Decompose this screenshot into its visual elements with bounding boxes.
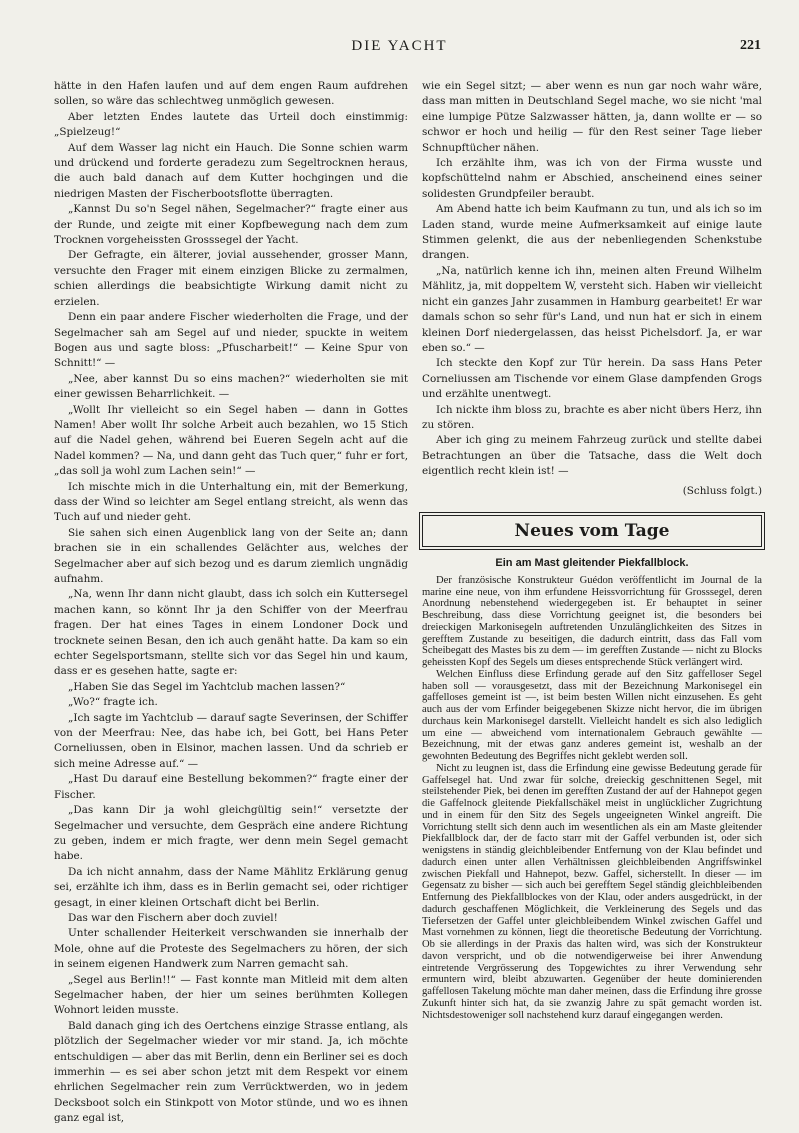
right-column [422,79,762,1021]
paragraph: Der Gefragte, ein älterer, jovial aussehender, grosser Mann, versuchte den Frager mit einem einzigen Blicke zu zermalmen, schien allerdings die beabsichtigte Wirkung damit nicht zu erzielen. [54,249,408,308]
section-heading: Neues vom Tage [514,520,670,541]
paragraph: wie ein Segel sitzt; — aber wenn es nun gar noch wahr wäre, dass man mitten in Deutschland Segel mache, wo sie nicht 'mal eine lumpige Pütze Salzwasser hätten, ja, dann wollte er — so schwor er hoch und heilig — für den Rest seiner Tage lieber Schnupftücher nähen. [422,80,762,154]
page-header [0,38,799,60]
paragraph: Aber letzten Endes lautete das Urteil doch einstimmig: „Spielzeug!“ [54,110,408,139]
paragraph: Bald danach ging ich des Oertchens einzige Strasse entlang, als plötzlich der Segelmacher wieder vor mir stand. Ja, ich möchte entschuldigen — aber das mit Berlin, denn ein Berliner sei es doch immerhin — es sei aber schon jetzt mit dem Respekt vor einem ehrlichen Segelmacher rein zum Verrücktwerden, wo in jedem Decksboot solch ein Stinkpott von Motor stünde, und wo es ihnen ganz egal ist, [54,1019,408,1125]
paragraph: Auf dem Wasser lag nicht ein Hauch. Die Sonne schien warm und drückend und forderte geradezu zum Segeltrocknen heraus, die auch bald danach auf dem Kutter hochgingen und die niedrigen Masten der Fischerbootsflotte überragten. [54,141,408,200]
magazine-title: DIE YACHT [351,38,448,54]
paragraph: Ich mischte mich in die Unterhaltung ein, mit der Bemerkung, dass der Wind so leichter am Segel entlang streicht, als wenn das Tuch auf und nieder geht. [54,480,408,524]
continuation-note: (Schluss folgt.) [682,484,762,497]
paragraph: „Wollt Ihr vielleicht so ein Segel haben — dann in Gottes Namen! Aber wollt Ihr solche Arbeit auch bezahlen, wo 15 Stich auf die Nadel gehen, während bei Eueren Segeln acht auf die Nadel kommen? — Na, und dann geht das Tuch quer,“ fuhr er fort, „das soll ja wohl zum Lachen sein!“ — [54,403,408,478]
article-paragraph: Welchen Einfluss diese Erfindung gerade auf den Sitz gaffelloser Segel haben soll — vorausgesetzt, dass mit der Bezeichnung Markonisegel ein gaffelloses gemeint ist —, ist beim besten Willen nicht einzusehen. Es geht auch aus der vom Erfinder beigegebenen Skizze nicht hervor, die im übrigen durchaus kein Markonisegel darstellt. Vielleicht handelt es sich also lediglich um eine — abweichend vom internationalem Gebrauch gewählte — Bezeichnung, mit der etwas ganz anderes gemeint ist, weshalb an der gewohnten Bedeutung des Begriffes nicht geklebt werden soll. [422,668,762,763]
paragraph: Unter schallender Heiterkeit verschwanden sie innerhalb der Mole, ohne auf die Proteste des Segelmachers zu hören, der sich in seinem eigenen Handwerk zum Narren gemacht sah. [54,927,408,971]
paragraph: „Das kann Dir ja wohl gleichgültig sein!“ versetzte der Segelmacher und versuchte, dem Gespräch eine andere Richtung zu geben, indem er mich fragte, wer denn mein Segel gemacht habe. [54,804,408,863]
paragraph: „Na, wenn Ihr dann nicht glaubt, dass ich solch ein Kuttersegel machen kann, so könnt Ihr ja den Schiffer von der Meerfrau fragen. Der hat eines Tages in einem Londoner Dock und trocknete seinen Besan, den ich auch genäht hatte. Da kam so ein echter Segelsportsmann, stellte sich vor das Segel hin und kaum, dass er es gesehen hatte, sagte er: [54,588,408,678]
page-number: 221 [740,38,761,53]
paragraph: „Kannst Du so'n Segel nähen, Segelmacher?“ fragte einer aus der Runde, und zeigte mit einer Kopfbewegung nach dem zum Trocknen vorgeheissten Grosssegel der Yacht. [54,203,408,247]
paragraph: „Wo?“ fragte ich. [68,696,158,709]
paragraph: Denn ein paar andere Fischer wiederholten die Frage, und der Segelmacher sah am Segel auf und nieder, spuckte in weitem Bogen aus und sagte bloss: „Pfuscharbeit!“ — Keine Spur von Schnitt!“ — [54,311,408,370]
paragraph: Da ich nicht annahm, dass der Name Mählitz Erklärung genug sei, erzählte ich ihm, dass es in Berlin gemacht sei, oder richtiger gesagt, in einer kleinen Ortschaft dicht bei Berlin. [54,865,408,909]
paragraph: Das war den Fischern aber doch zuviel! [68,911,278,924]
paragraph: Ich nickte ihm bloss zu, brachte es aber nicht übers Herz, ihn zu stören. [422,403,762,431]
paragraph: Ich erzählte ihm, was ich von der Firma wusste und kopfschüttelnd nahm er Abschied, anscheinend eines seiner solidesten Grundpfeiler beraubt. [422,157,762,200]
paragraph: Ich steckte den Kopf zur Tür herein. Da sass Hans Peter Corneliussen am Tischende vor einem Glase dampfenden Grogs und erzählte unentwegt. [422,357,762,401]
paragraph: „Segel aus Berlin!!“ — Fast konnte man Mitleid mit dem alten Segelmacher haben, der hier um seines berühmten Kollegen Wohnort leiden musste. [54,973,408,1017]
paragraph: „Hast Du darauf eine Bestellung bekommen?“ fragte einer der Fischer. [54,773,408,801]
section-heading-box [422,515,762,547]
paragraph: „Ich sagte im Yachtclub — darauf sagte Severinsen, der Schiffer von der Meerfrau: Nee, das habe ich, bei Gott, bei Hans Peter Corneliussen, oben in Elsinor, machen lassen. Und da schrieb er sich meine Adresse auf.“ — [54,711,408,770]
article-paragraph: Der französische Konstrukteur Guédon veröffentlicht im Journal de la marine eine neue, von ihm erfundene Heissvorrichtung für Grosssegel, deren Anordnung nebenstehend wiedergegeben ist. Er behauptet in seiner Beschreibung, dass diese Vorrichtung geeignet ist, die besonders bei dreieckigen Markonisegeln auftretenden Unzulänglichkeiten des Sitzes in gerefftem Zustande zu beseitigen, die dadurch eintritt, dass das Fall vom Scheibegatt des Mastes bis zu dem — im gerefften Zustande — nicht zu Blocks geheissten Kopf des Segels um dieses entsprechende Stück verlängert wird. [422,574,762,669]
paragraph: Sie sahen sich einen Augenblick lang von der Seite an; dann brachen sie in ein schallendes Gelächter aus, welches der Segelmacher aber auf sich bezog und es darum ziemlich ungnädig aufnahm. [54,526,408,585]
left-column [54,79,408,1127]
paragraph: Aber ich ging zu meinem Fahrzeug zurück und stellte dabei Betrachtungen an über die Tatsache, dass die Welt doch eigentlich recht klein ist! — [422,434,762,478]
paragraph: hätte in den Hafen laufen und auf dem engen Raum aufdrehen sollen, so wäre das schlechtweg unmöglich gewesen. [54,80,408,108]
paragraph: „Haben Sie das Segel im Yachtclub machen lassen?“ [68,680,346,693]
paragraph: „Na, natürlich kenne ich ihn, meinen alten Freund Wilhelm Mählitz, ja, mit doppeltem W, versteht sich. Haben wir vielleicht nicht ein ganzes Jahr zusammen in Hamburg gearbeitet! Er war damals schon so sehr für's Land, und nun hat er sich in einem kleinen Dorf niedergelassen, das heisst Pichelsdorf. Ja, er war eben so.“ — [422,264,762,354]
paragraph: Am Abend hatte ich beim Kaufmann zu tun, und als ich so im Laden stand, wurde meine Aufmerksamkeit auf einige laute Stimmen gelenkt, die aus der nebenliegenden Schenkstube drangen. [422,203,762,262]
article-paragraph: Nicht zu leugnen ist, dass die Erfindung eine gewisse Bedeutung gerade für Gaffelsegel hat. Und zwar für solche, dreieckig geschnittenen Segel, mit steilstehender Piek, bei denen im gerefften Zustand der auf der Hahnepot gegen die Gaffelnock gleitende Piekfallschäkel meist in unglücklicher Zugrichtung und in einem für den Sitz des Segels ungeeigneten Winkel angreift. Die Vorrichtung stellt sich denn auch im wesentlichen als ein am Maste gleitender Piekfallblock dar, der de facto starr mit der Gaffel verbunden ist, oder sich wenigstens in ständig gleichbleibender Entfernung von der Klau befindet und dadurch einen unter allen Verhältnissen gleichbleibenden Angriffswinkel zwischen Piekfall und Hahnepot, bezw. Gaffel, sicherstellt. In dieser — im Gegensatz zu bisher — sich auch bei gerefftem Segel ständig gleichbleibenden Entfernung des Piekfallblockes von der Klau, oder anders ausgedrückt, in der dadurch geschaffenen Möglichkeit, die Verkleinerung des Segels und das Tiefersetzen der Gaffel unter gleichbleibendem Winkel zwischen Gaffel und Mast vornehmen zu können, liegt die theoretische Bedeutung der Vorrichtung. Ob sie allerdings in der Praxis das halten wird, was sich der Konstrukteur davon verspricht, und ob die notwendigerweise bei ihrer Anwendung eintretende Vergrösserung des Topgewichtes zu ihrer Verwendung sehr ermuntern wird, bleibt abzuwarten. Gegenüber der heute dominierenden gaffellosen Takelung möchte man daher meinen, dass die Erfindung ihre grosse Zukunft hinter sich hat, da sie zwanzig Jahre zu spät gemacht worden ist. Nichtsdestoweniger soll nachstehend kurz darauf eingegangen werden. [422,762,762,1021]
paragraph: „Nee, aber kannst Du so eins machen?“ wiederholten sie mit einer gewissen Beharrlichkeit. — [54,372,408,401]
article-subheading: Ein am Mast gleitender Piekfallblock. [495,556,689,569]
